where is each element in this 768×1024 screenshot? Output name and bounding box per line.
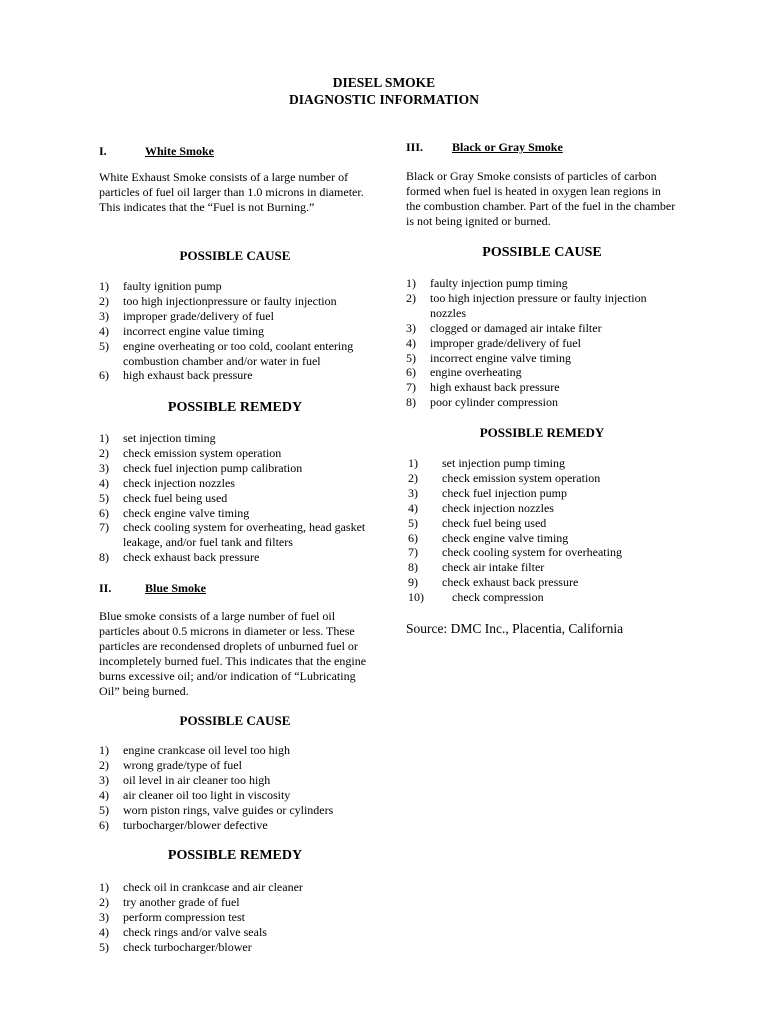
list-item: 6) turbocharger/blower defective: [99, 817, 268, 832]
section-heading-black: [406, 140, 563, 154]
source-citation: Source: DMC Inc., Placentia, California: [406, 621, 624, 636]
white-cause-title: POSSIBLE CAUSE: [179, 248, 291, 263]
blue-description: Blue smoke consists of a large number of fuel oil particles about 0.5 microns in diameter or less. These particles are recondensed droplets of unburned fuel or incompletely burned fuel. This indicates that the engine burns excessive oil; and/or indication of “Lubricating Oil” being burned.: [99, 609, 367, 698]
list-item: 7) high exhaust back pressure: [406, 380, 560, 395]
title-line-2: DIAGNOSTIC INFORMATION: [289, 92, 479, 107]
white-remedy-title: POSSIBLE REMEDY: [167, 400, 303, 415]
list-item: 6) check engine valve timing: [408, 530, 569, 545]
list-item: 6) high exhaust back pressure: [99, 368, 253, 383]
list-item: 3) check fuel injection pump: [408, 485, 567, 500]
list-item: 2) too high injectionpressure or faulty injection: [99, 293, 337, 308]
list-item: 6) check engine valve timing: [99, 505, 250, 520]
list-item: 5) incorrect engine valve timing: [406, 350, 571, 365]
list-item: 5) check turbocharger/blower: [99, 939, 252, 954]
title-line-1: DIESEL SMOKE: [332, 75, 436, 90]
section-name: White Smoke: [145, 144, 214, 158]
list-item: 4) check rings and/or valve seals: [99, 924, 267, 939]
white-remedy-list: [99, 431, 371, 565]
list-item: 6) engine overheating: [406, 365, 522, 380]
list-item: 10) check compression: [408, 590, 544, 605]
blue-remedy-list: [99, 880, 371, 955]
section-heading-blue: [99, 581, 207, 595]
list-item: 8) check air intake filter: [408, 560, 545, 575]
list-item: 8) poor cylinder compression: [406, 395, 558, 410]
black-cause-title: POSSIBLE CAUSE: [482, 245, 602, 260]
list-item: 3) check fuel injection pump calibration: [99, 460, 303, 475]
list-item: 2) check emission system operation: [408, 470, 601, 485]
list-item: 3) clogged or damaged air intake filter: [406, 320, 602, 335]
black-remedy-title: POSSIBLE REMEDY: [479, 425, 605, 440]
section-heading-white: [99, 144, 214, 158]
list-item: 2) too high injection pressure or faulty injection nozzles: [406, 290, 647, 320]
list-item: 5) check fuel being used: [99, 490, 228, 505]
list-item: 9) check exhaust back pressure: [408, 575, 579, 590]
black-cause-list: [406, 276, 678, 410]
list-item: 1) engine crankcase oil level too high: [99, 743, 290, 757]
list-item: 8) check exhaust back pressure: [99, 550, 260, 565]
black-description: Black or Gray Smoke consists of particles of carbon formed when fuel is heated in oxygen lean regions in the combustion chamber. Part of the fuel in the chamber is not being ignited or burned.: [406, 169, 676, 228]
list-item: 4) check injection nozzles: [408, 500, 554, 515]
list-item: 7) check cooling system for overheating: [408, 545, 622, 560]
list-item: 3) oil level in air cleaner too high: [99, 772, 271, 787]
blue-remedy-title: POSSIBLE REMEDY: [167, 848, 303, 863]
white-cause-list: [99, 279, 371, 383]
list-item: 2) wrong grade/type of fuel: [99, 757, 242, 772]
white-description: White Exhaust Smoke consists of a large number of particles of fuel oil larger than 1.0 microns in diameter. This indicates that the “Fuel is not Burning.”: [99, 170, 364, 214]
black-remedy-list: [408, 456, 680, 605]
list-item: 1) set injection timing: [99, 431, 216, 445]
section-number: II.: [99, 581, 112, 595]
list-item: 1) check oil in crankcase and air cleaner: [99, 880, 303, 894]
list-item: 4) check injection nozzles: [99, 475, 235, 490]
list-item: 4) incorrect engine value timing: [99, 323, 264, 338]
section-name: Blue Smoke: [145, 581, 207, 595]
list-item: 5) engine overheating or too cold, coolant entering combustion chamber and/or water in fuel: [99, 338, 354, 368]
list-item: 1) faulty injection pump timing: [406, 276, 568, 290]
section-number: I.: [99, 144, 107, 158]
section-number: III.: [406, 140, 424, 154]
list-item: 1) set injection pump timing: [408, 456, 565, 470]
list-item: 2) check emission system operation: [99, 445, 282, 460]
list-item: 4) improper grade/delivery of fuel: [406, 335, 581, 350]
list-item: 2) try another grade of fuel: [99, 894, 240, 909]
blue-cause-title: POSSIBLE CAUSE: [179, 713, 291, 728]
list-item: 5) check fuel being used: [408, 515, 547, 530]
list-item: 3) improper grade/delivery of fuel: [99, 308, 274, 323]
list-item: 1) faulty ignition pump: [99, 279, 222, 293]
section-name: Black or Gray Smoke: [452, 140, 563, 154]
list-item: 7) check cooling system for overheating, head gasket leakage, and/or fuel tank and filters: [99, 520, 366, 550]
list-item: 5) worn piston rings, valve guides or cylinders: [99, 802, 334, 817]
blue-cause-list: [99, 743, 371, 832]
list-item: 4) air cleaner oil too light in viscosity: [99, 787, 291, 802]
list-item: 3) perform compression test: [99, 909, 245, 924]
document-title: [0, 74, 768, 108]
